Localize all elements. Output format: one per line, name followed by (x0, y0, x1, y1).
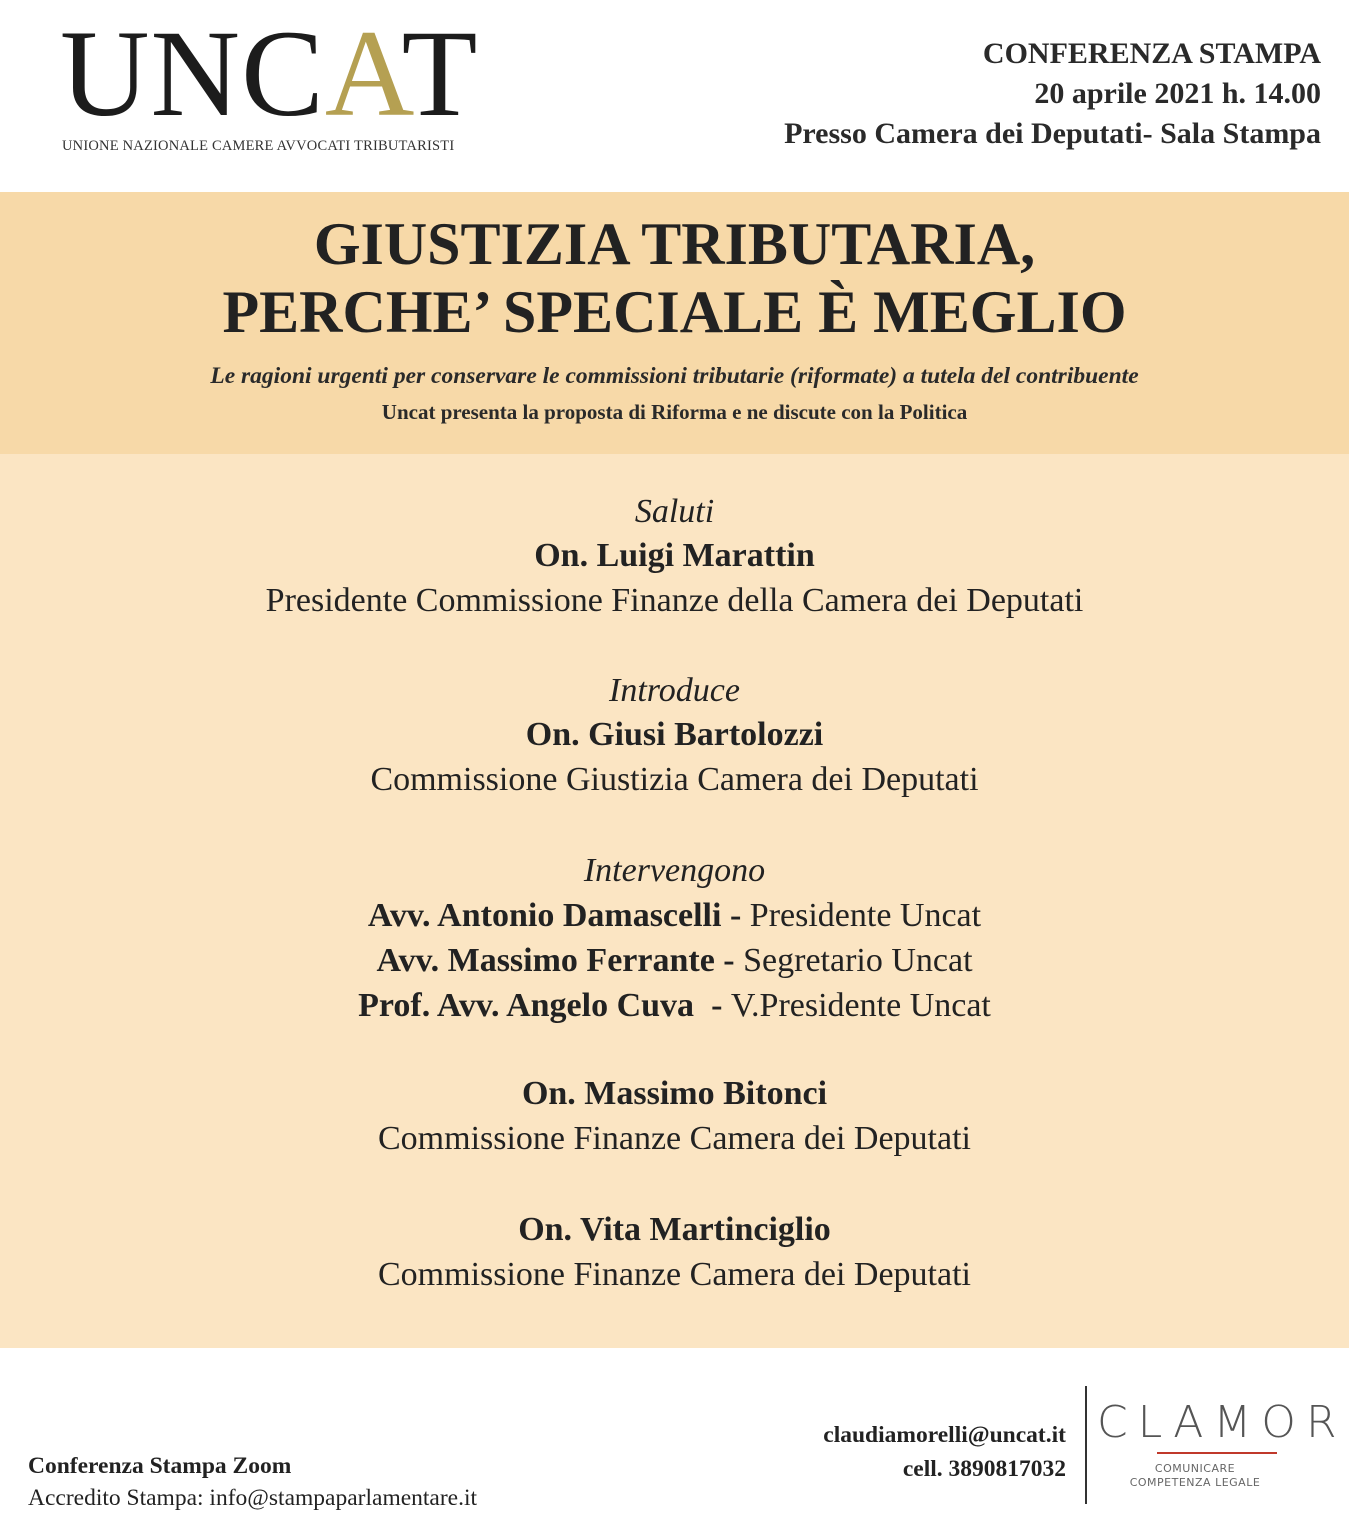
event-date: 20 aprile 2021 h. 14.00 (1034, 77, 1321, 110)
footer-divider (1085, 1386, 1087, 1504)
event-location: Presso Camera dei Deputati- Sala Stampa (784, 117, 1321, 150)
speaker-name: Avv. Antonio Damascelli (367, 897, 722, 934)
logo-word-right: T (401, 5, 479, 142)
speaker-description: Commissione Finanze Camera dei Deputati (378, 1256, 971, 1293)
clamor-tagline-line2: COMPETENZA LEGALE (1129, 1476, 1261, 1489)
clamor-logo (1097, 1397, 1347, 1508)
program-bitonci (0, 1072, 1349, 1162)
uncat-logo (60, 5, 530, 154)
main-title-line2: PERCHE’ SPECIALE È MEGLIO (222, 279, 1127, 345)
role-label: Saluti (634, 493, 715, 530)
program-saluti (0, 490, 1349, 624)
speaker-line (0, 938, 1349, 983)
program-martinciglio (0, 1208, 1349, 1298)
header (0, 0, 1349, 192)
program (0, 454, 1349, 1348)
speaker-name: On. Vita Martinciglio (518, 1211, 831, 1248)
role-label: Intervengono (583, 852, 766, 889)
main-title (0, 210, 1349, 346)
speaker-title: Presidente Uncat (749, 897, 982, 934)
main-title-line1: GIUSTIZIA TRIBUTARIA, (313, 211, 1036, 277)
logo-word-left: UNC (60, 5, 325, 142)
program-introduce (0, 669, 1349, 803)
speaker-description: Presidente Commissione Finanze della Camera dei Deputati (265, 582, 1084, 619)
logo-subtitle: UNIONE NAZIONALE CAMERE AVVOCATI TRIBUTARISTI (62, 138, 455, 154)
event-type: CONFERENZA STAMPA (982, 37, 1321, 70)
speaker-description: Commissione Giustizia Camera dei Deputati (370, 761, 979, 798)
speaker-name: Avv. Massimo Ferrante (376, 942, 715, 979)
program-intervengono (0, 849, 1349, 1028)
speaker-name: On. Luigi Marattin (534, 537, 815, 574)
logo-word-gold: A (324, 5, 402, 142)
speaker-line (0, 983, 1349, 1028)
title-band (0, 192, 1349, 454)
clamor-tagline-line1: COMUNICARE (1154, 1462, 1236, 1475)
tagline: Uncat presenta la proposta di Riforma e ne discute con la Politica (381, 400, 968, 424)
contact-info (823, 1418, 1066, 1486)
role-label: Introduce (609, 672, 740, 709)
logo-wordmark (60, 5, 479, 142)
speaker-name: Prof. Avv. Angelo Cuva (358, 987, 695, 1024)
clamor-wordmark: CLAMOR (1097, 1397, 1347, 1448)
subtitle: Le ragioni urgenti per conservare le commissioni tributarie (riformate) a tutela del contribuente (210, 363, 1139, 389)
zoom-accredito: Accredito Stampa: info@stampaparlamentare.it (28, 1485, 478, 1511)
speaker-name: On. Massimo Bitonci (521, 1075, 828, 1112)
speaker-title: Segretario Uncat (743, 942, 973, 979)
speaker-name: On. Giusi Bartolozzi (525, 716, 824, 753)
speaker-description: Commissione Finanze Camera dei Deputati (378, 1120, 971, 1157)
clamor-accent-bar (1157, 1452, 1277, 1454)
speaker-separator: - (694, 987, 731, 1024)
event-info (784, 34, 1321, 154)
clamor-tagline (1097, 1462, 1293, 1490)
footer (0, 1348, 1349, 1527)
zoom-title: Conferenza Stampa Zoom (28, 1453, 292, 1479)
speaker-line (0, 893, 1349, 938)
speaker-separator: - (721, 897, 750, 934)
contact-email[interactable]: claudiamorelli@uncat.it (823, 1422, 1066, 1448)
zoom-info (28, 1450, 477, 1514)
speaker-title: V.Presidente Uncat (730, 987, 991, 1024)
contact-phone: cell. 3890817032 (902, 1456, 1066, 1482)
speaker-separator: - (714, 942, 744, 979)
